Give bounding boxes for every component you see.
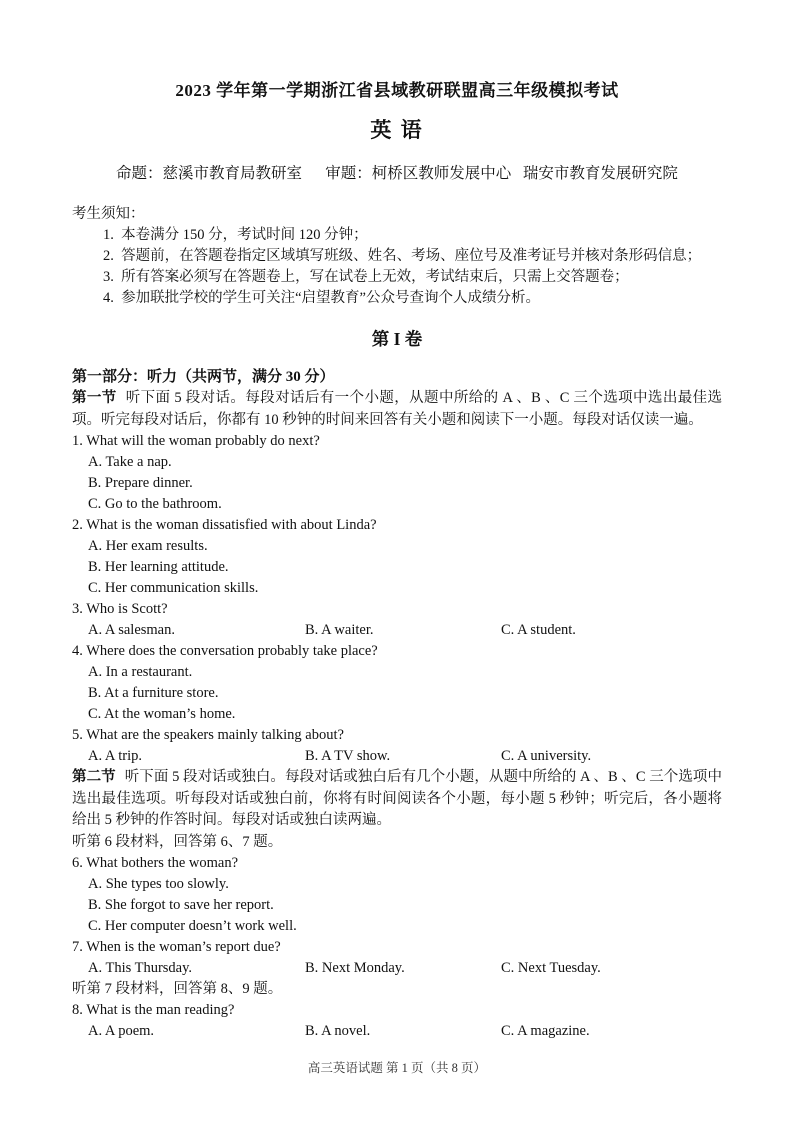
question-7-option-c: C. Next Tuesday. xyxy=(501,959,601,976)
question-1-option-a: A. Take a nap. xyxy=(88,454,172,470)
section2-intro-text: 听下面 5 段对话或独白。每段对话或独白后有几个小题，从题中所给的 A 、B 、C 三个选项中选出最佳选项。听每段对话或独白前，你将有时间阅读各个小题，每小题 5 秒钟；听完后，各小题将给出 5 秒钟的作答时间。每段对话或独白读两遍。 xyxy=(72,769,722,828)
question-6 xyxy=(72,853,722,937)
committee-line: 命题：慈溪市教育局教研室 审题：柯桥区教师发展中心 瑞安市教育发展研究院 xyxy=(116,165,678,182)
section1-label: 第一节 xyxy=(72,390,117,406)
question-7 xyxy=(72,937,722,979)
question-8-text: 8. What is the man reading? xyxy=(72,1001,235,1018)
question-5-option-a: A. A trip. xyxy=(88,748,142,764)
question-4-option-b: B. At a furniture store. xyxy=(88,685,219,701)
question-2-text: 2. What is the woman dissatisfied with about Linda? xyxy=(72,517,377,533)
notice-item-2: 2. 答题前，在答题卷指定区域填写班级、姓名、考场、座位号及准考证号并核对条形码信息； xyxy=(103,248,702,264)
notice-heading: 考生须知： xyxy=(72,206,145,222)
question-8 xyxy=(72,1000,722,1042)
notice-item-1: 1. 本卷满分 150 分，考试时间 120 分钟； xyxy=(103,227,368,243)
question-5-text: 5. What are the speakers mainly talking about? xyxy=(72,727,344,743)
material-6-line: 听第 6 段材料，回答第 6、7 题。 xyxy=(72,833,283,850)
question-1-text: 1. What will the woman probably do next? xyxy=(72,433,320,449)
part1-heading: 第一部分：听力（共两节，满分 30 分） xyxy=(72,369,335,385)
question-5-options xyxy=(72,746,722,767)
question-5-option-b: B. A TV show. xyxy=(305,748,391,764)
question-6-option-c: C. Her computer doesn’t work well. xyxy=(88,917,297,934)
section2-intro xyxy=(72,767,722,832)
question-8-options xyxy=(72,1021,722,1042)
notice-item-3: 3. 所有答案必须写在答题卷上，写在试卷上无效，考试结束后，只需上交答题卷； xyxy=(103,269,629,285)
question-3-text: 3. Who is Scott? xyxy=(72,601,168,617)
question-8-option-c: C. A magazine. xyxy=(501,1022,590,1039)
question-7-options xyxy=(72,958,722,979)
question-1 xyxy=(72,431,722,515)
question-4-option-c: C. At the woman’s home. xyxy=(88,706,236,722)
section1-intro xyxy=(72,388,722,431)
question-3-option-c: C. A student. xyxy=(501,622,576,638)
question-8-option-b: B. A novel. xyxy=(305,1022,371,1039)
notice-item-4: 4. 参加联批学校的学生可关注“启望教育”公众号查询个人成绩分析。 xyxy=(103,290,540,306)
section2-label: 第二节 xyxy=(72,769,116,785)
question-4 xyxy=(72,641,722,725)
notice-list xyxy=(72,225,722,309)
question-7-option-a: A. This Thursday. xyxy=(88,959,193,976)
question-3-option-b: B. A waiter. xyxy=(305,622,374,638)
question-4-option-a: A. In a restaurant. xyxy=(88,664,193,680)
question-5 xyxy=(72,725,722,767)
exam-title: 2023 学年第一学期浙江省县域教研联盟高三年级模拟考试 xyxy=(175,81,619,100)
question-5-option-c: C. A university. xyxy=(501,748,592,764)
volume-title: 第 I 卷 xyxy=(371,329,423,349)
section1-intro-text: 听下面 5 段对话。每段对话后有一个小题，从题中所给的 A 、B 、C 三个选项中选出最佳选项。听完每段对话后，你都有 10 秒钟的时间来回答有关小题和阅读下一小题。每段对话仅读一遍。 xyxy=(72,390,723,428)
notice-section xyxy=(72,204,722,309)
question-1-option-c: C. Go to the bathroom. xyxy=(88,496,222,512)
question-2 xyxy=(72,515,722,599)
question-2-option-c: C. Her communication skills. xyxy=(88,580,259,596)
question-2-option-b: B. Her learning attitude. xyxy=(88,559,229,575)
question-6-text: 6. What bothers the woman? xyxy=(72,854,239,871)
question-3 xyxy=(72,599,722,641)
page-footer: 高三英语试题 第 1 页（共 8 页） xyxy=(307,1061,487,1075)
question-7-option-b: B. Next Monday. xyxy=(305,959,405,976)
question-3-option-a: A. A salesman. xyxy=(88,622,175,638)
question-4-text: 4. Where does the conversation probably take place? xyxy=(72,643,378,659)
question-7-text: 7. When is the woman’s report due? xyxy=(72,938,281,955)
material-7-line: 听第 7 段材料，回答第 8、9 题。 xyxy=(72,980,283,997)
question-1-option-b: B. Prepare dinner. xyxy=(88,475,193,491)
subject-title: 英 语 xyxy=(370,118,424,142)
question-3-options xyxy=(72,620,722,641)
question-8-option-a: A. A poem. xyxy=(88,1022,155,1039)
question-6-option-b: B. She forgot to save her report. xyxy=(88,896,274,913)
question-6-option-a: A. She types too slowly. xyxy=(88,875,229,892)
question-2-option-a: A. Her exam results. xyxy=(88,538,208,554)
